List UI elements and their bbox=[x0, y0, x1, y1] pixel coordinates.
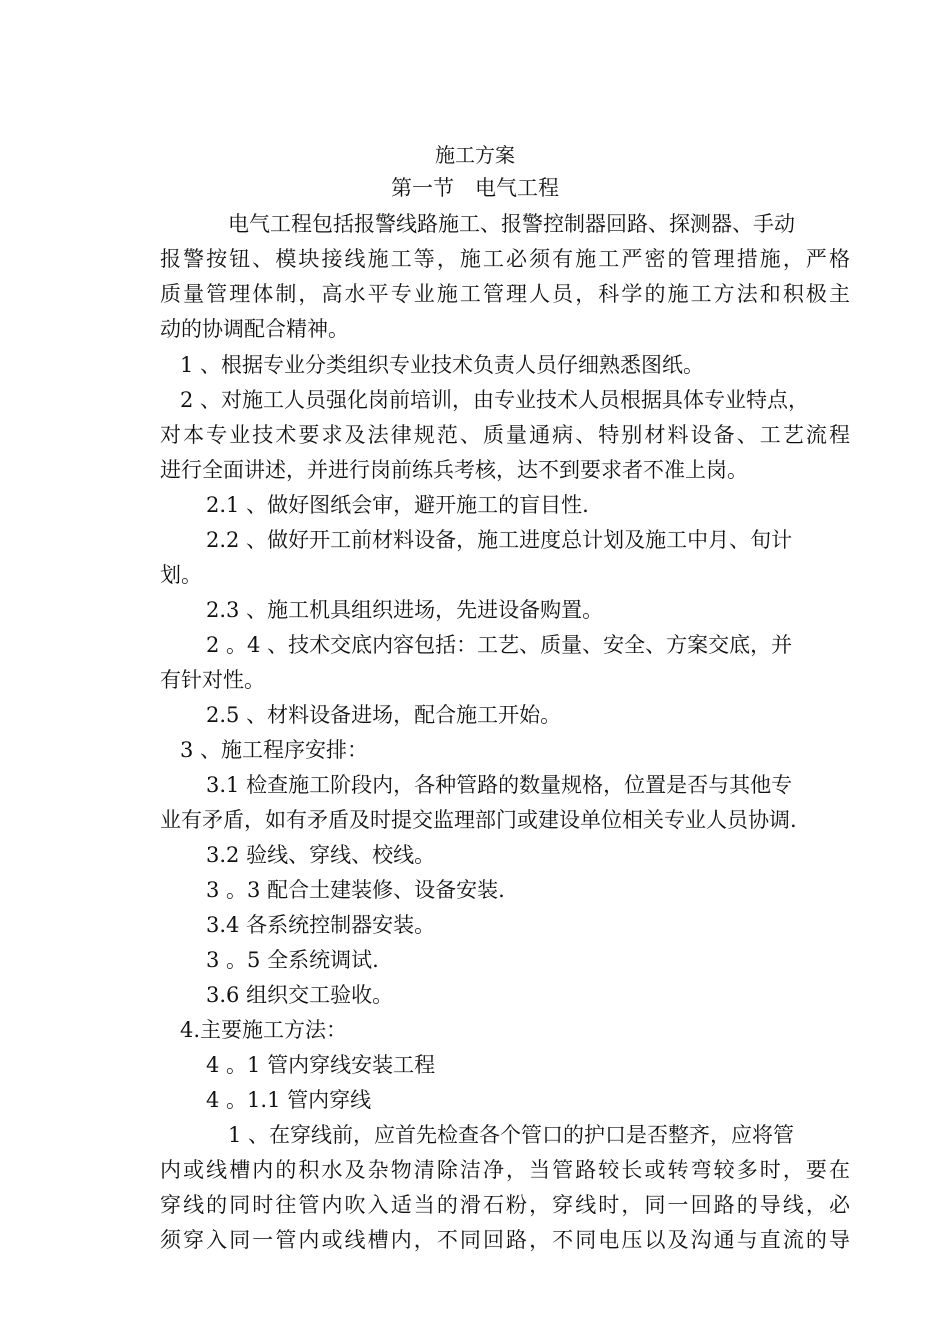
paragraph-line: 3 。5 全系统调试. bbox=[206, 948, 379, 972]
paragraph-line: 4.主要施工方法： bbox=[180, 1018, 348, 1042]
paragraph-line: 质量管理体制，高水平专业施工管理人员，科学的施工方法和积极主 bbox=[160, 282, 850, 306]
paragraph-line: 业有矛盾，如有矛盾及时提交监理部门或建设单位相关专业人员协调. bbox=[160, 808, 797, 832]
paragraph-line: 3.4 各系统控制器安装。 bbox=[206, 913, 436, 937]
paragraph-line: 穿线的同时往管内吹入适当的滑石粉，穿线时，同一回路的导线，必 bbox=[160, 1193, 850, 1217]
paragraph-line: 2 、对施工人员强化岗前培训，由专业技术人员根据具体专业特点， bbox=[180, 388, 810, 412]
section-heading: 第一节 电气工程 bbox=[391, 176, 559, 200]
paragraph-line: 4 。1 管内穿线安装工程 bbox=[206, 1053, 436, 1077]
paragraph-line: 内或线槽内的积水及杂物清除洁净，当管路较长或转弯较多时，要在 bbox=[160, 1158, 850, 1182]
paragraph-line: 动的协调配合精神。 bbox=[160, 317, 349, 341]
paragraph-line: 4 。1.1 管内穿线 bbox=[206, 1088, 372, 1112]
paragraph-line: 电气工程包括报警线路施工、报警控制器回路、探测器、手动 bbox=[228, 212, 795, 236]
paragraph-line: 3 、施工程序安排： bbox=[180, 738, 369, 762]
paragraph-line: 3.2 验线、穿线、校线。 bbox=[206, 843, 436, 867]
paragraph-line: 有针对性。 bbox=[160, 668, 265, 692]
paragraph-line: 2.2 、做好开工前材料设备，施工进度总计划及施工中月、旬计 bbox=[206, 528, 793, 552]
paragraph-line: 划。 bbox=[160, 563, 202, 587]
paragraph-line: 2.5 、材料设备进场，配合施工开始。 bbox=[206, 703, 562, 727]
paragraph-line: 3.6 组织交工验收。 bbox=[206, 983, 394, 1007]
paragraph-line: 2.1 、做好图纸会审，避开施工的盲目性. bbox=[206, 493, 589, 517]
paragraph-line: 报警按钮、模块接线施工等，施工必须有施工严密的管理措施，严格 bbox=[160, 247, 850, 271]
document-title: 施工方案 bbox=[435, 143, 515, 167]
paragraph-line: 2 。4 、技术交底内容包括：工艺、质量、安全、方案交底，并 bbox=[206, 633, 793, 657]
paragraph-line: 2.3 、施工机具组织进场，先进设备购置。 bbox=[206, 598, 604, 622]
paragraph-line: 进行全面讲述，并进行岗前练兵考核，达不到要求者不准上岗。 bbox=[160, 458, 748, 482]
paragraph-line: 1 、在穿线前，应首先检查各个管口的护口是否整齐，应将管 bbox=[228, 1123, 795, 1147]
paragraph-line: 1 、根据专业分类组织专业技术负责人员仔细熟悉图纸。 bbox=[180, 353, 705, 377]
paragraph-line: 3 。3 配合土建装修、设备安装. bbox=[206, 878, 505, 902]
paragraph-line: 对本专业技术要求及法律规范、质量通病、特别材料设备、工艺流程 bbox=[160, 423, 850, 447]
paragraph-line: 3.1 检查施工阶段内，各种管路的数量规格，位置是否与其他专 bbox=[206, 773, 793, 797]
paragraph-line: 须穿入同一管内或线槽内，不同回路，不同电压以及沟通与直流的导 bbox=[160, 1228, 850, 1252]
